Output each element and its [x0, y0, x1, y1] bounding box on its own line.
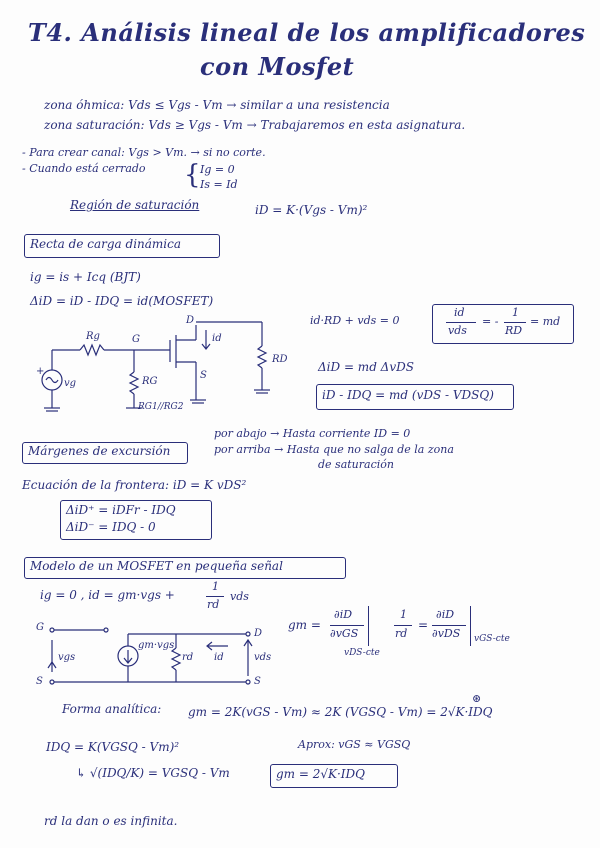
modelo-frac-rd: rd — [207, 598, 220, 611]
canal-is: Is = Id — [200, 178, 238, 191]
frac-md: = md — [530, 315, 561, 328]
recta-kvl: id·RD + vds = 0 — [310, 314, 400, 327]
circuit2-s1: S — [36, 676, 43, 687]
circuit1-rd: RD — [272, 354, 288, 365]
rd-dvds: ∂vDS — [432, 627, 461, 640]
gm-did: ∂iD — [334, 608, 353, 621]
recta-ig: ig = is + Icq (BJT) — [30, 270, 141, 284]
recta-boxed: iD - IDQ = md (vDS - VDSQ) — [322, 388, 494, 402]
circuit2-g: G — [36, 622, 44, 633]
recta-delta: ΔiD = md ΔvDS — [318, 360, 414, 374]
circuit1-d: D — [186, 315, 195, 326]
modelo-heading: Modelo de un MOSFET en pequeña señal — [30, 559, 283, 573]
zona-saturacion: zona saturación: Vds ≥ Vgs - Vт → Trabajaremos en esta asignatura. — [44, 118, 466, 132]
frac-one: 1 — [512, 306, 519, 319]
frac-eq: = - — [482, 315, 499, 328]
crear-canal: - Para crear canal: Vgs > Vт. → si no corte. — [22, 146, 266, 159]
circuit2-gm: gm·vgs — [138, 640, 175, 651]
page-title: T4. Análisis lineal de los amplificadores — [28, 18, 586, 47]
modelo-frac-one: 1 — [212, 580, 219, 593]
margenes-arriba2: de saturación — [318, 458, 394, 471]
rd-den: rd — [395, 627, 408, 640]
circuit2-vds: vds — [254, 652, 272, 663]
circuit1-rg-small: RG — [142, 376, 158, 387]
margenes-frontera: Ecuación de la frontera: iD = K vDS² — [22, 478, 247, 492]
forma-boxed: gm = 2√K·IDQ — [276, 767, 366, 781]
circuit1-plus: + — [36, 366, 45, 377]
canal-ig: Ig = 0 — [200, 163, 235, 176]
circuit1-id: id — [212, 333, 222, 344]
circuit1-g: G — [132, 334, 140, 345]
region-formula: iD = K·(Vgs - Vт)² — [255, 203, 368, 217]
margenes-heading: Márgenes de excursión — [28, 444, 171, 458]
forma-marker-icon: ⊛ — [472, 692, 482, 705]
forma-root: ↳ √(IDQ/K) = VGSQ - Vт — [76, 766, 230, 780]
zona-ohmica: zona óhmica: Vds ≤ Vgs - Vт → similar a una resistencia — [44, 98, 390, 112]
canal-cerrado: - Cuando está cerrado — [22, 162, 146, 175]
gm-cond: vDS-cte — [344, 648, 380, 658]
rd-one: 1 — [400, 608, 407, 621]
circuit2-id: id — [214, 652, 224, 663]
page-subtitle: con Mosfet — [200, 52, 355, 81]
margenes-minus: ΔiD⁻ = IDQ - 0 — [66, 520, 156, 534]
gm-label: gm = — [288, 618, 321, 632]
rd-eq: = — [418, 618, 429, 632]
gm-dvgs: ∂vGS — [330, 627, 359, 640]
margenes-arriba: por arriba → Hasta que no salga de la zona — [214, 443, 454, 456]
circuit1-rg: Rg — [86, 331, 100, 342]
circuit2-s2: S — [254, 676, 261, 687]
brace-icon: { — [184, 160, 201, 190]
circuit1-vg: vg — [64, 378, 77, 389]
rd-cond: vGS-cte — [474, 634, 510, 644]
frac-num: id — [454, 306, 465, 319]
modelo-vds: vds — [230, 590, 249, 603]
circuit2-d: D — [254, 628, 263, 639]
circuit1-s: S — [200, 370, 207, 381]
forma-final: rd la dan o es infinita. — [44, 814, 178, 828]
rd-did: ∂iD — [436, 608, 455, 621]
recta-heading: Recta de carga dinámica — [30, 237, 182, 251]
forma-aprox: Aprox: vGS ≈ VGSQ — [298, 738, 411, 751]
forma-label: Forma analítica: — [62, 702, 162, 716]
margenes-abajo: por abajo → Hasta corriente ID = 0 — [214, 427, 411, 440]
circuit2-rd: rd — [182, 652, 194, 663]
forma-idq: IDQ = K(VGSQ - Vт)² — [46, 740, 180, 754]
circuit1-rg-par: RG1//RG2 — [138, 402, 184, 412]
recta-did: ΔiD = iD - IDQ = id(MOSFET) — [30, 294, 214, 308]
margenes-plus: ΔiD⁺ = iDFr - IDQ — [66, 503, 176, 517]
forma-eq: gm = 2K(vGS - Vт) ≈ 2K (VGSQ - Vт) = 2√K·IDQ — [188, 705, 493, 719]
region-label: Región de saturación — [70, 198, 200, 212]
modelo-eq: ig = 0 , id = gm·vgs + — [40, 588, 175, 602]
frac-den: vds — [448, 324, 467, 337]
circuit2-vgs: vgs — [58, 652, 76, 663]
frac-rd: RD — [505, 324, 523, 337]
